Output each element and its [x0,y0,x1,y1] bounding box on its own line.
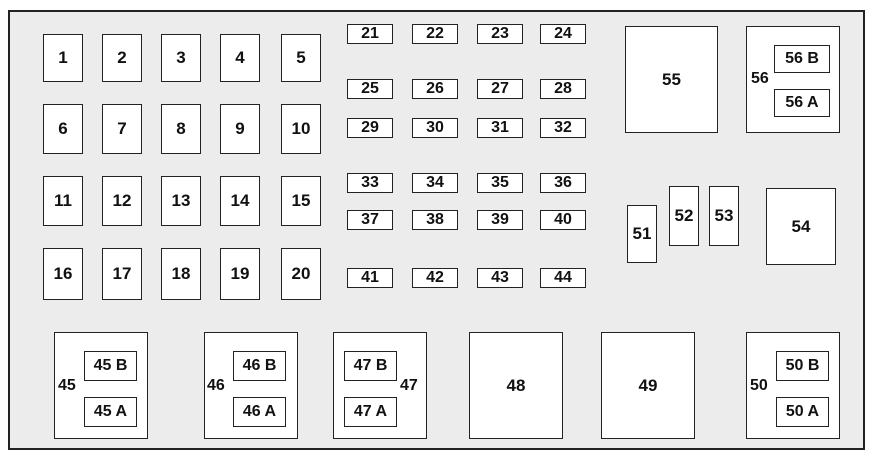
mini-fuse-23: 23 [477,24,523,44]
mini-fuse-34: 34 [412,173,458,193]
fuse-9: 9 [220,104,260,154]
relay-48: 48 [469,332,563,439]
mini-fuse-43: 43 [477,268,523,288]
mini-fuse-38: 38 [412,210,458,230]
fuse-12: 12 [102,176,142,226]
relay-46b: 46 B [233,351,286,381]
relay-52: 52 [669,186,699,246]
mini-fuse-28: 28 [540,79,586,99]
mini-fuse-33: 33 [347,173,393,193]
relay-54: 54 [766,188,836,265]
relay-50-label: 50 [750,377,768,394]
mini-fuse-32: 32 [540,118,586,138]
mini-fuse-40: 40 [540,210,586,230]
mini-fuse-41: 41 [347,268,393,288]
fuse-8: 8 [161,104,201,154]
fuse-19: 19 [220,248,260,300]
mini-fuse-31: 31 [477,118,523,138]
relay-47a: 47 A [344,397,397,427]
mini-fuse-22: 22 [412,24,458,44]
mini-fuse-27: 27 [477,79,523,99]
fuse-16: 16 [43,248,83,300]
fuse-15: 15 [281,176,321,226]
relay-45a: 45 A [84,397,137,427]
mini-fuse-30: 30 [412,118,458,138]
relay-49: 49 [601,332,695,439]
fuse-3: 3 [161,34,201,82]
fuse-10: 10 [281,104,321,154]
relay-45b: 45 B [84,351,137,381]
relay-56a: 56 A [774,89,830,117]
mini-fuse-35: 35 [477,173,523,193]
mini-fuse-24: 24 [540,24,586,44]
relay-46a: 46 A [233,397,286,427]
fuse-18: 18 [161,248,201,300]
relay-53: 53 [709,186,739,246]
fuse-1: 1 [43,34,83,82]
mini-fuse-26: 26 [412,79,458,99]
relay-56b: 56 B [774,45,830,73]
mini-fuse-44: 44 [540,268,586,288]
mini-fuse-29: 29 [347,118,393,138]
relay-46-label: 46 [207,377,225,394]
fuse-17: 17 [102,248,142,300]
fuse-6: 6 [43,104,83,154]
relay-50b: 50 B [776,351,829,381]
relay-55: 55 [625,26,718,133]
relay-47b: 47 B [344,351,397,381]
fuse-7: 7 [102,104,142,154]
relay-47-label: 47 [400,377,418,394]
fuse-11: 11 [43,176,83,226]
fuse-20: 20 [281,248,321,300]
fuse-13: 13 [161,176,201,226]
relay-45-label: 45 [58,377,76,394]
fuse-4: 4 [220,34,260,82]
fuse-5: 5 [281,34,321,82]
mini-fuse-21: 21 [347,24,393,44]
mini-fuse-36: 36 [540,173,586,193]
mini-fuse-42: 42 [412,268,458,288]
mini-fuse-39: 39 [477,210,523,230]
mini-fuse-25: 25 [347,79,393,99]
relay-50a: 50 A [776,397,829,427]
relay-56-label: 56 [751,70,769,87]
fuse-2: 2 [102,34,142,82]
relay-51: 51 [627,205,657,263]
mini-fuse-37: 37 [347,210,393,230]
fuse-14: 14 [220,176,260,226]
